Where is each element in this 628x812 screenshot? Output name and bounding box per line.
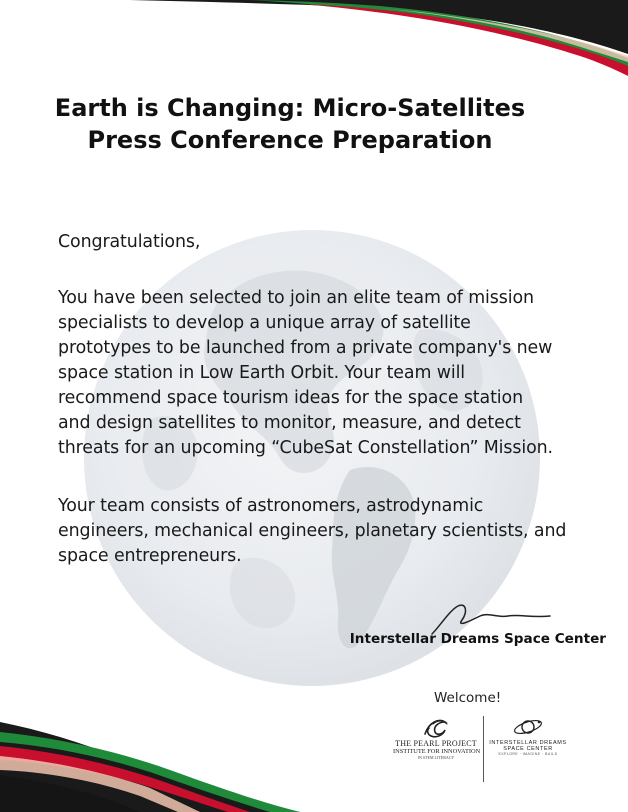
paragraph-line: and design satellites to monitor, measure, and detect bbox=[58, 413, 521, 433]
paragraph-line: Your team consists of astronomers, astrodynamic bbox=[58, 496, 484, 516]
pearl-project-logo bbox=[393, 716, 479, 760]
interstellar-logo-line-3: EXPLORE · IMAGINE · BUILD bbox=[498, 752, 558, 756]
planet-orbit-icon bbox=[512, 716, 544, 738]
paragraph-line: recommend space tourism ideas for the space station bbox=[58, 388, 523, 408]
paragraph-1 bbox=[58, 286, 578, 461]
signer-name: Interstellar Dreams Space Center bbox=[349, 631, 606, 647]
interstellar-logo-line-2: SPACE CENTER bbox=[503, 746, 553, 752]
paragraph-line: engineers, mechanical engineers, planetary scientists, and bbox=[58, 521, 567, 541]
greeting-text: Congratulations, bbox=[58, 232, 201, 252]
document-title bbox=[40, 92, 540, 156]
paragraph-line: specialists to develop a unique array of satellite bbox=[58, 313, 471, 333]
logo-divider bbox=[483, 716, 484, 782]
title-line-2: Press Conference Preparation bbox=[87, 126, 493, 154]
pearl-swirl-icon bbox=[421, 716, 451, 738]
paragraph-line: You have been selected to join an elite team of mission bbox=[58, 288, 534, 308]
paragraph-line: space entrepreneurs. bbox=[58, 546, 242, 566]
paragraph-line: threats for an upcoming “CubeSat Constellation” Mission. bbox=[58, 438, 553, 458]
interstellar-dreams-logo bbox=[487, 716, 569, 757]
pearl-logo-line-2: INSTITUTE FOR INNOVATION bbox=[393, 748, 481, 755]
greeting bbox=[58, 230, 578, 255]
pearl-logo-line-1: THE PEARL PROJECT bbox=[395, 739, 477, 748]
bottom-ribbon bbox=[0, 722, 300, 812]
paragraph-line: space station in Low Earth Orbit. Your team will bbox=[58, 363, 466, 383]
pearl-logo-line-3: IN STEM LITERACY bbox=[417, 755, 455, 760]
welcome-text: Welcome! bbox=[434, 690, 502, 706]
paragraph-line: prototypes to be launched from a private company's new bbox=[58, 338, 553, 358]
interstellar-logo-line-1: INTERSTELLAR DREAMS bbox=[489, 740, 567, 746]
paragraph-2 bbox=[58, 494, 578, 569]
title-line-1: Earth is Changing: Micro-Satellites bbox=[54, 94, 526, 122]
top-ribbon bbox=[130, 0, 628, 76]
